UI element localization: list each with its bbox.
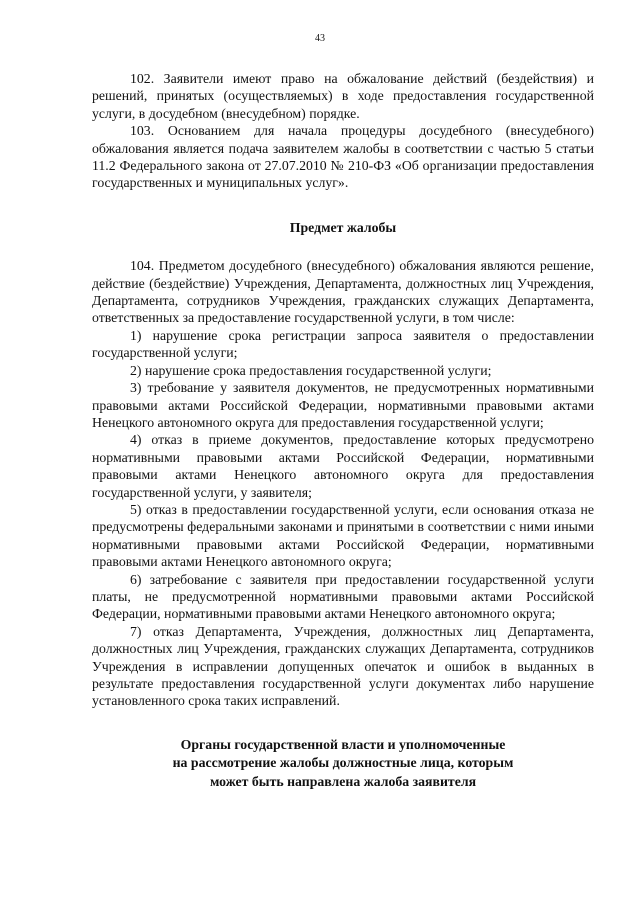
list-item-2: 2) нарушение срока предоставления государственной услуги; [130,362,492,378]
list-item-5: 5) отказ в предоставлении государственной услуги, если основания отказа не предусмотрены федеральными законами и принятыми в соответствии с ними иными нормативными правовыми актами Российской Федерации, нормативными правовыми актами Ненецкого автономного округа; [92,501,594,570]
list-item-4: 4) отказ в приеме документов, предоставление которых предусмотрено нормативными правовыми актами Российской Федерации, нормативными правовыми актами Ненецкого автономного округа для предоставления государственной услуги, у заявителя; [92,432,594,500]
heading-line: на рассмотрение жалобы должностные лица, которым [172,755,514,771]
paragraph-102: 102. Заявители имеют право на обжалование действий (бездействия) и решений, принятых (осуществляемых) в ходе предоставления государственной услуги, в досудебном (внесудебном) порядке. [92,71,594,121]
page-number: 43 [315,33,325,44]
list-item-3: 3) требование у заявителя документов, не предусмотренных нормативными правовыми актами Российской Федерации, нормативными правовыми актами Ненецкого автономного округа для предоставления государственной услуги; [92,380,594,430]
section-heading-subject: Предмет жалобы [289,219,397,235]
list-item-6: 6) затребование с заявителя при предоставлении государственной услуги платы, не предусмотренной нормативными правовыми актами Российской Федерации, нормативными правовыми актами Ненецкого автономного округа; [92,571,594,622]
heading-line: Органы государственной власти и уполномоченные [180,736,506,752]
list-item-7: 7) отказ Департамента, Учреждения, должностных лиц Департамента, должностных лиц Учреждения, гражданских служащих Департамента, сотрудников Учреждения в исправлении допущенных опечаток и ошибок в выданных в результате предоставления государственной услуги документах либо нарушение установленного срока таких исправлений. [92,623,594,709]
page-content [92,70,594,791]
list-item-1: 1) нарушение срока регистрации запроса заявителя о предоставлении государственной услуги; [92,327,594,361]
paragraph-103: 103. Основанием для начала процедуры досудебного (внесудебного) обжалования является подача заявителем жалобы в соответствии с частью 5 статьи 11.2 Федерального закона от 27.07.2010 № 210-ФЗ «Об организации предоставления государственных и муниципальных услуг». [92,123,594,191]
section-heading-authorities [92,736,594,792]
paragraph-104: 104. Предметом досудебного (внесудебного) обжалования являются решение, действие (бездействие) Учреждения, Департамента, должностных лиц Учреждения, Департамента, сотрудников Учреждения, гражданских служащих Департамента, ответственных за предоставление государственной услуги, в том числе: [92,258,594,326]
heading-line: может быть направлена жалоба заявителя [209,773,477,789]
